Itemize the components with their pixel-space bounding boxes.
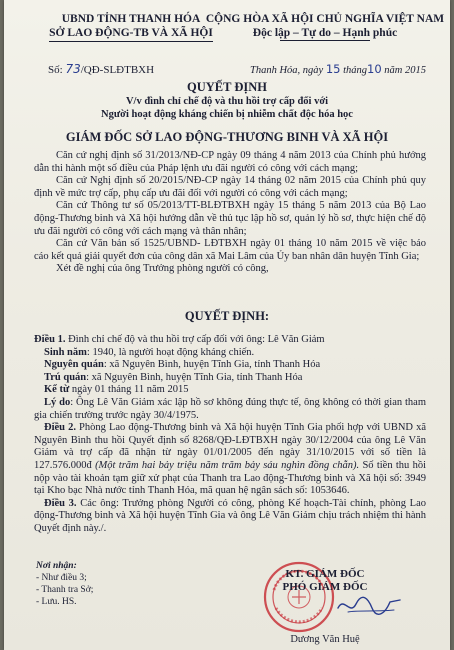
document-title: QUYẾT ĐỊNH — [187, 80, 267, 94]
document-subject: V/v đình chỉ chế độ và thu hồi trợ cấp đối với Người hoạt động kháng chiến bị nhiễm chất độc hóa học — [101, 96, 353, 120]
authority-heading: GIÁM ĐỐC SỞ LAO ĐỘNG-THƯƠNG BINH VÀ XÃ HỘI — [65, 130, 389, 144]
org-line-1: UBND TỈNH THANH HÓA — [61, 13, 201, 25]
sign-role: PHÓ GIÁM ĐỐC — [282, 581, 368, 593]
recipients-title: Nơi nhận: — [36, 561, 77, 571]
document-page — [4, 0, 450, 650]
basis-item: Căn cứ Thông tư số 05/2013/TT-BLĐTBXH ngày 15 tháng 5 năm 2013 của Bộ Lao động-Thương binh và Xã hội hướng dẫn về thủ tục lập hồ sơ, quản lý hồ sơ, thực hiện chế độ ưu đãi người có công với cách mạng và thân nhân; — [34, 200, 426, 237]
article-1: Điều 1. Đình chỉ chế độ và thu hồi trợ cấp đối với ông: Lê Văn Giảm — [34, 334, 325, 345]
national-heading — [202, 12, 448, 41]
basis-item: Căn cứ Văn bản số 1525/UBND- LĐTBXH ngày 01 tháng 10 năm 2015 về việc báo cáo kết quả giải quyết đơn của công dân xã Mai Lâm của Ủy ban nhân dân huyện Tĩnh Gia; — [34, 238, 426, 262]
handwritten-signature-icon — [334, 590, 404, 620]
legal-basis — [34, 150, 426, 276]
hometown: Nguyên quán: xã Nguyên Bình, huyện Tĩnh Gia, tỉnh Thanh Hóa — [44, 359, 321, 371]
nation-line-1: CỘNG HÒA XÃ HỘI CHỦ NGHĨA VIỆT NAM — [205, 13, 445, 25]
recipients-block — [36, 560, 156, 608]
sign-title: KT. GIÁM ĐỐC — [285, 568, 365, 580]
recipient-item: - Như điều 3; — [36, 573, 87, 583]
recipient-item: - Lưu. HS. — [36, 597, 77, 607]
birth-year: Sinh năm: 1940, là người hoạt động kháng chiến. — [44, 346, 255, 358]
motto-underline — [280, 40, 370, 41]
effective-from: Kể từ ngày 01 tháng 11 năm 2015 — [44, 384, 189, 396]
issuing-organization — [42, 12, 220, 42]
residence: Trú quán: xã Nguyên Bình, huyện Tĩnh Gia, tỉnh Thanh Hóa — [44, 371, 303, 383]
place-date: Thanh Hóa, ngày 15 tháng10 năm 2015 — [250, 62, 427, 76]
decision-heading: QUYẾT ĐỊNH: — [184, 309, 270, 323]
basis-item: Căn cứ nghị định số 31/2013/NĐ-CP ngày 09 tháng 4 năm 2013 của Chính phủ hướng dẫn thi hành một số điều của Pháp lệnh ưu đãi người có công với cách mạng; — [34, 150, 426, 174]
handwritten-month: 10 — [367, 62, 382, 76]
signer-name: Dương Văn Huệ — [290, 634, 360, 645]
basis-item: Xét đề nghị của ông Trưởng phòng người có công, — [56, 263, 269, 275]
recipient-item: - Thanh tra Sở; — [36, 585, 94, 595]
handwritten-number: 73 — [65, 62, 81, 76]
articles — [34, 334, 426, 536]
article-2: Điều 2. Phòng Lao động-Thương binh và Xã hội huyện Tĩnh Gia phối hợp với UBND xã Nguyên Bình thu hồi Quyết định số 8268/QĐ-LĐTBXH ngày 30/12/2004 của ông Lê Văn Giảm và trợ cấp đã nhận từ ngày 01/01/2005 đến ngày 31/10/2015 với số tiền là 127.576.000đ (Một trăm hai bảy triệu năm trăm bảy sáu nghìn đồng chẵn). Số tiền thu hồi nộp vào tài khoản tạm giữ xử phạt của Thanh tra Lao động-Thương binh và Xã hội số: 3949 tại Kho bạc Nhà nước tỉnh Thanh Hóa, mã quan hệ ngân sách số: 1053646. — [34, 422, 427, 497]
org-line-2: SỞ LAO ĐỘNG-TB VÀ XÃ HỘI — [49, 26, 213, 42]
nation-line-2: Độc lập – Tự do – Hạnh phúc — [252, 27, 398, 39]
handwritten-day: 15 — [325, 62, 341, 76]
article-3: Điều 3. Các ông: Trưởng phòng Người có công, phòng Kế hoạch-Tài chính, phòng Lao động-Thương binh và Xã hội huyện Tĩnh Gia và ông Lê Văn Giảm chịu trách nhiệm thi hành Quyết định này./. — [34, 497, 427, 534]
basis-item: Căn cứ Nghị định số 20/2015/NĐ-CP ngày 14 tháng 02 năm 2015 của Chính phủ quy định về mức trợ cấp, phụ cấp ưu đãi đối với người có công với cách mạng; — [34, 175, 426, 199]
reason: Lý do: Ông Lê Văn Giảm xác lập hồ sơ không đúng thực tế, ông không có thời gian tham gia chiến trường trước ngày 30/4/1975. — [34, 396, 426, 421]
document-number: Số: 73/QĐ-SLĐTBXH — [48, 62, 155, 76]
